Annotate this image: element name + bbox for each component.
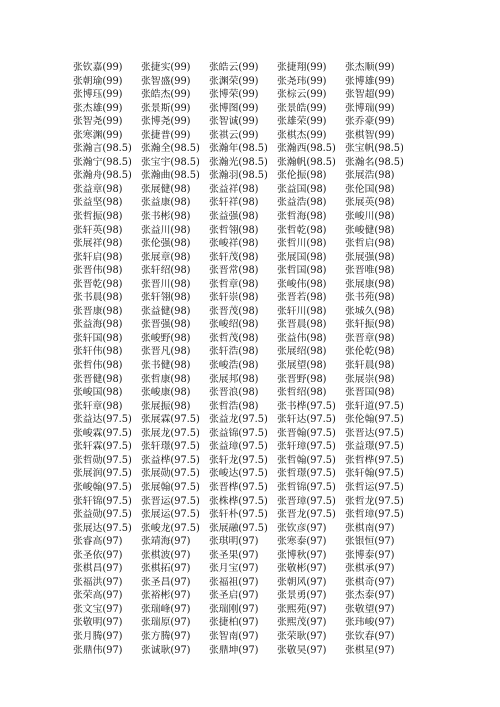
name-entry: 张哲翰(97.5)	[277, 454, 336, 466]
name-entry: 张益达(97.5)	[73, 414, 132, 426]
name-entry: 张峻康(98)	[141, 387, 191, 399]
name-entry: 张轩茂(98)	[209, 251, 259, 263]
name-entry: 张峻野(98)	[141, 332, 191, 344]
name-entry: 张瀚名(98.5)	[345, 156, 404, 168]
name-entry: 张晋国(98)	[345, 387, 395, 399]
name-entry: 张展邦(98)	[209, 373, 259, 385]
name-entry: 张敬明(97)	[73, 617, 123, 629]
name-entry: 张轩道(97.5)	[345, 400, 404, 412]
name-entry: 张益章(98)	[73, 183, 123, 195]
name-entry: 张哲浩(98)	[209, 400, 259, 412]
name-entry: 张轩章(98)	[73, 400, 123, 412]
name-entry: 张玮峻(97)	[345, 617, 395, 629]
name-entry: 张益海(98)	[73, 319, 123, 331]
name-entry: 张哲运(97.5)	[345, 481, 404, 493]
name-entry: 张瀚西(98.5)	[277, 143, 336, 155]
name-entry: 张荣耿(97)	[277, 630, 327, 642]
name-entry: 张益璋(97.5)	[209, 441, 268, 453]
name-entry: 张哲锦(97.5)	[277, 481, 336, 493]
name-entry: 张皓杰(99)	[141, 89, 191, 101]
name-entry: 张伦乾(98)	[345, 346, 395, 358]
name-entry: 张哲川(98)	[277, 238, 327, 250]
name-entry: 张棋星(97)	[345, 644, 395, 656]
name-entry: 张智超(99)	[345, 89, 395, 101]
name-entry: 张哲绍(98)	[277, 387, 327, 399]
name-entry: 张哲乾(98)	[277, 224, 327, 236]
name-entry: 张晋达(97.5)	[345, 427, 404, 439]
name-entry: 张益川(98)	[141, 224, 191, 236]
name-entry: 张棋智(99)	[345, 129, 395, 141]
name-entry: 张益璟(97.5)	[345, 441, 404, 453]
name-entry: 张熙茂(97)	[277, 617, 327, 629]
name-entry: 张峻霖(97.5)	[73, 427, 132, 439]
name-entry: 张钦嘉(99)	[73, 62, 123, 73]
name-entry: 张捷实(99)	[141, 62, 191, 73]
name-entry: 张寒泰(97)	[277, 536, 327, 548]
name-entry: 张瑞原(97)	[141, 617, 191, 629]
name-entry: 张智盛(99)	[141, 75, 191, 87]
name-entry: 张展强(98)	[345, 251, 395, 263]
name-entry: 张圣昌(97)	[141, 576, 191, 588]
name-entry: 张瀚年(98.5)	[209, 143, 268, 155]
name-entry: 张瑞刚(97)	[209, 603, 259, 615]
name-entry: 张轩英(98)	[73, 224, 123, 236]
name-entry: 张杰顺(99)	[345, 62, 395, 73]
name-entry: 张晋唯(98)	[345, 265, 395, 277]
name-entry: 张朝瑜(99)	[73, 75, 123, 87]
name-entry: 张博图(99)	[209, 102, 259, 114]
name-entry: 张棋波(97)	[141, 549, 191, 561]
name-entry: 张圣依(97)	[73, 549, 123, 561]
name-entry: 张展浩(98)	[345, 170, 395, 182]
name-entry: 张博秋(97)	[277, 549, 327, 561]
name-entry: 张峻龙(97.5)	[141, 522, 200, 534]
name-entry: 张哲振(98)	[73, 211, 123, 223]
name-entry: 张捷翔(99)	[277, 62, 327, 73]
name-entry: 张宝宇(98.5)	[141, 156, 200, 168]
name-entry: 张轩霖(97.5)	[73, 441, 132, 453]
name-entry: 张展健(98)	[141, 183, 191, 195]
name-entry: 张晋强(98)	[141, 319, 191, 331]
name-entry: 张瀚光(98.5)	[209, 156, 268, 168]
name-entry: 张书晨(98)	[73, 292, 123, 304]
name-entry: 张晋伟(98)	[73, 265, 123, 277]
name-entry: 张轩启(98)	[73, 251, 123, 263]
name-entry: 张展英(98)	[345, 197, 395, 209]
name-entry: 张轩浩(98)	[209, 346, 259, 358]
name-entry: 张晋常(98)	[209, 265, 259, 277]
name-entry: 张敬彬(97)	[277, 563, 327, 575]
name-entry: 张晋运(97.5)	[141, 495, 200, 507]
name-entry: 张晋川(98)	[141, 278, 191, 290]
name-entry: 张益祥(98)	[209, 183, 259, 195]
name-entry: 张睿高(97)	[73, 536, 123, 548]
name-entry: 张峻伟(98)	[277, 278, 327, 290]
name-entry: 张晋翰(97.5)	[277, 427, 336, 439]
name-entry: 张圣启(97)	[209, 590, 259, 602]
name-entry: 张展达(97.5)	[73, 522, 132, 534]
name-entry: 张峻川(98)	[345, 211, 395, 223]
name-entry: 张朝风(97)	[277, 576, 327, 588]
name-entry: 张峻健(98)	[345, 224, 395, 236]
name-entry: 张博雄(99)	[345, 75, 395, 87]
name-entry: 张月宝(97)	[209, 563, 259, 575]
name-entry: 张晋康(98)	[73, 305, 123, 317]
name-entry: 张哲桦(97.5)	[345, 454, 404, 466]
name-entry: 张展康(98)	[345, 278, 395, 290]
name-entry: 张展润(97.5)	[73, 468, 132, 480]
name-entry: 张皓云(99)	[209, 62, 259, 73]
name-entry: 张裕彬(97)	[141, 590, 191, 602]
name-entry: 张轩达(97.5)	[277, 414, 336, 426]
name-entry: 张圣果(97)	[209, 549, 259, 561]
name-entry: 张书桦(97.5)	[277, 400, 336, 412]
name-entry: 张瑞峰(97)	[141, 603, 191, 615]
name-entry: 张哲龙(97.5)	[345, 495, 404, 507]
name-entry: 张展望(98)	[277, 360, 327, 372]
name-entry: 张展国(98)	[277, 251, 327, 263]
name-entry: 张祺云(99)	[209, 129, 259, 141]
name-entry: 张智诚(99)	[209, 116, 259, 128]
name-entry: 张展祥(98)	[73, 238, 123, 250]
name-entry: 张月腾(97)	[73, 630, 123, 642]
name-entry: 张轩锦(97.5)	[73, 495, 132, 507]
name-entry: 张益锦(97.5)	[209, 427, 268, 439]
name-entry: 张捷普(99)	[141, 129, 191, 141]
name-entry: 张益坚(98)	[73, 197, 123, 209]
name-entry: 张哲康(98)	[141, 373, 191, 385]
name-entry: 张晋章(98)	[345, 332, 395, 344]
name-entry: 张峻浩(98)	[209, 360, 259, 372]
name-entry: 张轩璟(97.5)	[141, 441, 200, 453]
name-entry: 张轩晨(98)	[345, 360, 395, 372]
name-entry: 张展龙(97.5)	[141, 427, 200, 439]
name-entry: 张哲璟(97.5)	[277, 468, 336, 480]
name-entry: 张福祖(97)	[209, 576, 259, 588]
name-entry: 张峻国(98)	[73, 387, 123, 399]
name-entry: 张伦振(98)	[277, 170, 327, 182]
name-entry: 张哲国(98)	[277, 265, 327, 277]
name-entry: 张伦翰(97.5)	[345, 414, 404, 426]
name-entry: 张琪明(97)	[209, 536, 259, 548]
name-entry: 张峻翰(97.5)	[73, 481, 132, 493]
name-entry: 张哲启(98)	[345, 238, 395, 250]
name-entry: 张展翰(97.5)	[141, 481, 200, 493]
name-entry: 张展振(98)	[141, 400, 191, 412]
name-entry: 张博珏(99)	[73, 89, 123, 101]
name-entry: 张城久(98)	[345, 305, 395, 317]
name-entry: 张杰雄(99)	[73, 102, 123, 114]
name-entry: 张轩龙(97.5)	[209, 454, 268, 466]
name-entry: 张展运(97.5)	[141, 509, 200, 521]
name-entry: 张方腾(97)	[141, 630, 191, 642]
name-entry: 张益龙(97.5)	[209, 414, 268, 426]
name-entry: 张轩伟(98)	[73, 346, 123, 358]
name-entry: 张棕云(99)	[277, 89, 327, 101]
name-entry: 张峻达(97.5)	[209, 468, 268, 480]
name-entry: 张益健(98)	[141, 305, 191, 317]
name-entry: 张峻绍(98)	[209, 319, 259, 331]
name-entry: 张轩崇(98)	[209, 292, 259, 304]
name-entry: 张晋健(98)	[73, 373, 123, 385]
name-entry: 张益勋(97.5)	[73, 509, 132, 521]
name-entry: 张书苑(98)	[345, 292, 395, 304]
name-entry: 张展融(97.5)	[209, 522, 268, 534]
name-entry: 张博瑞(99)	[345, 102, 395, 114]
name-entry: 张晋若(98)	[277, 292, 327, 304]
name-entry: 张益伟(98)	[277, 332, 327, 344]
name-entry: 张福洪(97)	[73, 576, 123, 588]
name-entry: 张展勋(97.5)	[141, 468, 200, 480]
name-entry: 张峻祥(98)	[209, 238, 259, 250]
name-entry: 张轩振(98)	[345, 319, 395, 331]
name-entry: 张尧玮(99)	[277, 75, 327, 87]
name-entry: 张宝帆(98.5)	[345, 143, 404, 155]
name-entry: 张哲璋(97.5)	[345, 509, 404, 521]
name-entry: 张瀚全(98.5)	[141, 143, 200, 155]
name-entry: 张轩璋(97.5)	[277, 441, 336, 453]
name-entry: 张轩川(98)	[277, 305, 327, 317]
name-entry: 张株桦(97.5)	[209, 495, 268, 507]
name-entry: 张益国(98)	[277, 183, 327, 195]
name-entry: 张伦强(98)	[141, 238, 191, 250]
name-entry: 张景斯(99)	[141, 102, 191, 114]
name-entry: 张哲勋(97.5)	[73, 454, 132, 466]
name-entry: 张益桦(97.5)	[141, 454, 200, 466]
name-entry: 张益强(98)	[209, 211, 259, 223]
name-entry: 张敬昊(97)	[277, 644, 327, 656]
name-entry: 张晋龙(97.5)	[277, 509, 336, 521]
name-entry: 张棋承(97)	[345, 563, 395, 575]
name-entry: 张晋茂(98)	[209, 305, 259, 317]
name-entry: 张展绍(98)	[277, 346, 327, 358]
name-entry: 张捷柏(97)	[209, 617, 259, 629]
name-entry: 张哲章(98)	[209, 278, 259, 290]
name-entry: 张鼎坤(97)	[209, 644, 259, 656]
name-entry: 张益康(98)	[141, 197, 191, 209]
name-entry: 张博尧(99)	[141, 116, 191, 128]
name-entry: 张轩祥(98)	[209, 197, 259, 209]
name-entry: 张轩翎(98)	[141, 292, 191, 304]
name-entry: 张钦春(97)	[345, 630, 395, 642]
name-entry: 张伦国(98)	[345, 183, 395, 195]
name-entry: 张敬望(97)	[345, 603, 395, 615]
name-entry: 张瀚宁(98.5)	[73, 156, 132, 168]
name-entry: 张杰泰(97)	[345, 590, 395, 602]
name-entry: 张晋晨(98)	[277, 319, 327, 331]
name-entry: 张晋野(98)	[277, 373, 327, 385]
name-entry: 张乔豪(99)	[345, 116, 395, 128]
name-entry: 张熙苑(97)	[277, 603, 327, 615]
name-entry: 张书健(98)	[141, 360, 191, 372]
name-entry: 张智南(97)	[209, 630, 259, 642]
name-entry: 张晋璋(97.5)	[277, 495, 336, 507]
name-entry: 张鼎伟(97)	[73, 644, 123, 656]
name-entry: 张棋杰(99)	[277, 129, 327, 141]
name-entry: 张轩翰(97.5)	[345, 468, 404, 480]
name-entry: 张晋乾(98)	[73, 278, 123, 290]
name-entry: 张棋昌(97)	[73, 563, 123, 575]
name-entry: 张哲茂(98)	[209, 332, 259, 344]
name-entry: 张诚耿(97)	[141, 644, 191, 656]
name-entry: 张棋拓(97)	[141, 563, 191, 575]
name-entry: 张哲海(98)	[277, 211, 327, 223]
name-entry: 张展章(98)	[141, 251, 191, 263]
name-entry: 张轩国(98)	[73, 332, 123, 344]
name-entry: 张文宝(97)	[73, 603, 123, 615]
name-entry: 张晋凡(98)	[141, 346, 191, 358]
name-entry: 张瀚羽(98.5)	[209, 170, 268, 182]
name-entry: 张荣高(97)	[73, 590, 123, 602]
name-entry: 张棋南(97)	[345, 522, 395, 534]
name-entry: 张哲翎(98)	[209, 224, 259, 236]
name-entry: 张瀚言(98.5)	[73, 143, 132, 155]
name-entry: 张智尧(99)	[73, 116, 123, 128]
name-entry: 张瀚舟(98.5)	[73, 170, 132, 182]
name-entry: 张景勇(97)	[277, 590, 327, 602]
name-entry: 张博荣(99)	[209, 89, 259, 101]
name-entry: 张渊荣(99)	[209, 75, 259, 87]
name-entry: 张雄荣(99)	[277, 116, 327, 128]
name-entry: 张益浩(98)	[277, 197, 327, 209]
name-entry: 张靖海(97)	[141, 536, 191, 548]
name-entry: 张书彬(98)	[141, 211, 191, 223]
name-grid	[73, 61, 413, 657]
name-entry: 张轩朴(97.5)	[209, 509, 268, 521]
name-entry: 张展霖(97.5)	[141, 414, 200, 426]
name-entry: 张瀚曲(98.5)	[141, 170, 200, 182]
name-entry: 张寒渊(99)	[73, 129, 123, 141]
name-entry: 张钦彦(97)	[277, 522, 327, 534]
name-entry: 张哲伟(98)	[73, 360, 123, 372]
name-entry: 张瀚帆(98.5)	[277, 156, 336, 168]
name-entry: 张博泰(97)	[345, 549, 395, 561]
name-entry: 张景皓(99)	[277, 102, 327, 114]
name-entry: 张晋浪(98)	[209, 387, 259, 399]
name-entry: 张展崇(98)	[345, 373, 395, 385]
name-entry: 张银恒(97)	[345, 536, 395, 548]
name-entry: 张轩绍(98)	[141, 265, 191, 277]
name-entry: 张晋桦(97.5)	[209, 481, 268, 493]
name-entry: 张棋奇(97)	[345, 576, 395, 588]
